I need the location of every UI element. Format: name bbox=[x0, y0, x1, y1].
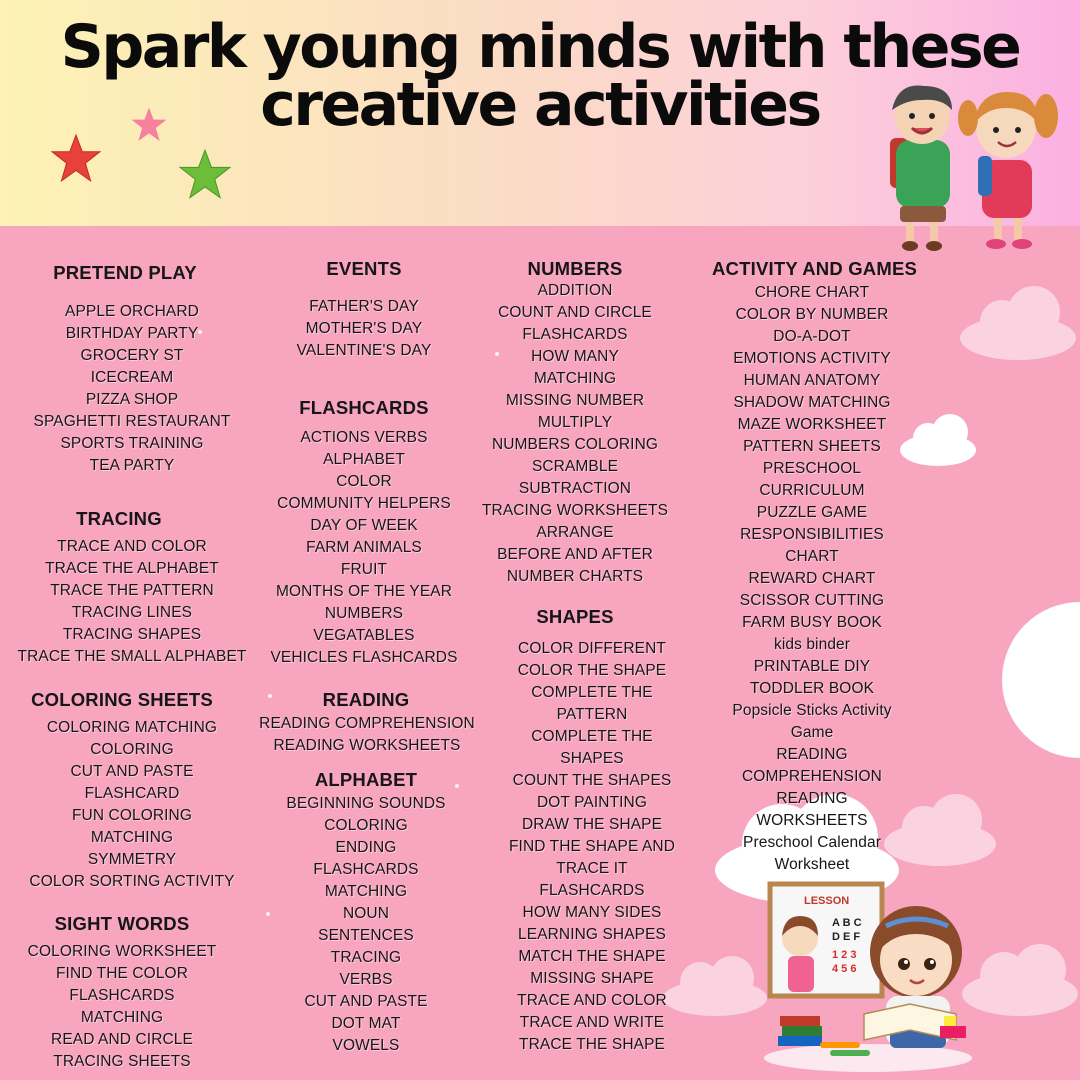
list-item: PATTERN bbox=[556, 706, 628, 723]
cloud-icon bbox=[960, 940, 1080, 1020]
section-heading: COLORING SHEETS bbox=[31, 689, 213, 710]
list-item: SYMMETRY bbox=[87, 851, 177, 868]
section-heading: ACTIVITY AND GAMES bbox=[712, 258, 918, 279]
list-item: SPORTS TRAINING bbox=[60, 435, 204, 452]
list-item: TRACING WORKSHEETS bbox=[481, 502, 669, 519]
list-item: SCISSOR CUTTING bbox=[739, 592, 885, 609]
section-activity-and-games bbox=[712, 257, 926, 876]
section-heading: ALPHABET bbox=[314, 769, 418, 790]
column-3 bbox=[480, 0, 680, 1080]
list-item: COLOR bbox=[336, 473, 392, 490]
list-item: FIND THE SHAPE AND bbox=[508, 838, 676, 855]
list-item: SENTENCES bbox=[318, 927, 414, 944]
title-line-2: creative activities bbox=[260, 70, 820, 140]
list-item: MULTIPLY bbox=[537, 414, 613, 431]
list-item: VEHICLES FLASHCARDS bbox=[270, 649, 458, 666]
list-item: APPLE ORCHARD bbox=[65, 303, 199, 320]
list-item: REWARD CHART bbox=[748, 570, 876, 587]
list-item: ARRANGE bbox=[536, 524, 614, 541]
list-item: TRACING bbox=[330, 949, 402, 966]
list-item: SCRAMBLE bbox=[531, 458, 619, 475]
list-item: DO-A-DOT bbox=[773, 328, 851, 345]
list-item: READING COMPREHENSION bbox=[259, 715, 475, 732]
list-item: LEARNING SHAPES bbox=[518, 926, 666, 943]
list-item: COLOR BY NUMBER bbox=[735, 306, 889, 323]
list-item: COMMUNITY HELPERS bbox=[277, 495, 451, 512]
list-item: FATHER'S DAY bbox=[309, 298, 419, 315]
section-pretend-play bbox=[8, 261, 256, 477]
list-item: FLASHCARDS bbox=[539, 882, 645, 899]
list-item: PRINTABLE DIY bbox=[753, 658, 871, 675]
list-item: FARM BUSY BOOK bbox=[742, 614, 882, 631]
list-item: Worksheet bbox=[774, 856, 850, 873]
list-item: PATTERN SHEETS bbox=[743, 438, 881, 455]
section-heading: SHAPES bbox=[536, 606, 614, 627]
list-item: ICECREAM bbox=[90, 369, 174, 386]
list-item: ALPHABET bbox=[323, 451, 405, 468]
list-item: COLORING WORKSHEET bbox=[27, 943, 217, 960]
list-item: BEGINNING SOUNDS bbox=[286, 795, 446, 812]
list-item: FLASHCARDS bbox=[313, 861, 419, 878]
board-title-text: LESSON bbox=[804, 895, 850, 907]
list-item: TODDLER BOOK bbox=[749, 680, 875, 697]
list-item: MATCHING bbox=[533, 370, 617, 387]
list-item: MATCHING bbox=[90, 829, 174, 846]
list-item: TRACING SHEETS bbox=[53, 1053, 191, 1070]
list-item: VOWELS bbox=[332, 1037, 400, 1054]
svg-text:1 2 3: 1 2 3 bbox=[832, 949, 857, 961]
list-item: Preschool Calendar bbox=[743, 834, 881, 851]
list-item: BIRTHDAY PARTY bbox=[65, 325, 199, 342]
section-numbers bbox=[480, 257, 680, 588]
list-item: TRACE THE ALPHABET bbox=[45, 560, 219, 577]
list-item: CURRICULUM bbox=[759, 482, 865, 499]
list-item: DOT PAINTING bbox=[537, 794, 647, 811]
list-item: TRACE IT bbox=[556, 860, 628, 877]
list-item: ENDING bbox=[335, 839, 397, 856]
title-line-1: Spark young minds with these bbox=[60, 12, 1020, 82]
list-item: COMPLETE THE bbox=[531, 684, 653, 701]
list-item: READ AND CIRCLE bbox=[51, 1031, 193, 1048]
list-item: kids binder bbox=[773, 636, 851, 653]
cloud-icon bbox=[1000, 580, 1080, 780]
list-item: CHORE CHART bbox=[754, 284, 870, 301]
list-item: FLASHCARDS bbox=[69, 987, 175, 1004]
section-coloring-sheets bbox=[8, 688, 256, 893]
list-item: VALENTINE'S DAY bbox=[296, 342, 432, 359]
list-item: COLOR THE SHAPE bbox=[517, 662, 667, 679]
list-item: SUBTRACTION bbox=[518, 480, 632, 497]
list-item: HUMAN ANATOMY bbox=[743, 372, 881, 389]
list-item: CHART bbox=[785, 548, 839, 565]
list-item: RESPONSIBILITIES bbox=[740, 526, 884, 543]
list-item: MATCHING bbox=[324, 883, 408, 900]
column-1 bbox=[8, 0, 256, 1080]
list-item: NUMBERS COLORING bbox=[491, 436, 659, 453]
list-item: MATCH THE SHAPE bbox=[518, 948, 666, 965]
section-heading: READING bbox=[322, 689, 410, 710]
list-item: TRACING SHAPES bbox=[62, 626, 202, 643]
list-item: MATCHING bbox=[80, 1009, 164, 1026]
list-item: COUNT AND CIRCLE bbox=[498, 304, 652, 321]
list-item: SHADOW MATCHING bbox=[733, 394, 891, 411]
list-item: ACTIONS VERBS bbox=[300, 429, 428, 446]
list-item: TRACE THE SMALL ALPHABET bbox=[17, 648, 247, 665]
list-item: MOTHER'S DAY bbox=[305, 320, 423, 337]
list-item: COUNT THE SHAPES bbox=[512, 772, 672, 789]
list-item: MONTHS OF THE YEAR bbox=[275, 583, 453, 600]
list-item: HOW MANY bbox=[531, 348, 619, 365]
list-item: MISSING SHAPE bbox=[530, 970, 654, 987]
list-item: TRACE AND WRITE bbox=[519, 1014, 665, 1031]
list-item: FUN COLORING bbox=[71, 807, 193, 824]
list-item: MAZE WORKSHEET bbox=[737, 416, 887, 433]
list-item: TRACE AND COLOR bbox=[57, 538, 207, 555]
cloud-icon bbox=[958, 282, 1080, 364]
section-alphabet bbox=[250, 768, 478, 1057]
list-item: FLASHCARD bbox=[84, 785, 180, 802]
section-heading: NUMBERS bbox=[527, 258, 623, 279]
list-item: PIZZA SHOP bbox=[85, 391, 179, 408]
list-item: NUMBERS bbox=[324, 605, 404, 622]
list-item: READING bbox=[776, 790, 848, 807]
list-item: FIND THE COLOR bbox=[55, 965, 188, 982]
section-heading: TRACING bbox=[76, 508, 162, 529]
list-item: PRESCHOOL bbox=[762, 460, 862, 477]
list-item: COLORING bbox=[324, 817, 408, 834]
list-item: ADDITION bbox=[537, 282, 613, 299]
section-events bbox=[250, 257, 478, 362]
list-item: Game bbox=[790, 724, 834, 741]
list-item: EMOTIONS ACTIVITY bbox=[733, 350, 891, 367]
list-item: DOT MAT bbox=[331, 1015, 401, 1032]
list-item: GROCERY ST bbox=[80, 347, 184, 364]
section-heading: SIGHT WORDS bbox=[54, 913, 190, 934]
list-item: DAY OF WEEK bbox=[310, 517, 418, 534]
list-item: COMPLETE THE bbox=[531, 728, 653, 745]
svg-text:4 5 6: 4 5 6 bbox=[832, 963, 857, 975]
column-4 bbox=[712, 0, 926, 1080]
list-item: TRACING LINES bbox=[71, 604, 193, 621]
section-heading: FLASHCARDS bbox=[299, 397, 429, 418]
list-item: TRACE THE SHAPE bbox=[519, 1036, 665, 1053]
section-shapes bbox=[480, 605, 680, 1056]
svg-text:D E F: D E F bbox=[832, 931, 861, 943]
list-item: TRACE AND COLOR bbox=[517, 992, 667, 1009]
section-sight-words bbox=[8, 912, 256, 1073]
list-item: VEGATABLES bbox=[313, 627, 415, 644]
list-item: TEA PARTY bbox=[89, 457, 175, 474]
list-item: BEFORE AND AFTER bbox=[497, 546, 653, 563]
list-item: SPAGHETTI RESTAURANT bbox=[33, 413, 231, 430]
section-tracing bbox=[8, 507, 256, 668]
list-item: COLORING bbox=[90, 741, 174, 758]
list-item: NOUN bbox=[342, 905, 390, 922]
list-item: COMPREHENSION bbox=[742, 768, 882, 785]
list-item: READING bbox=[776, 746, 848, 763]
list-item: COLOR SORTING ACTIVITY bbox=[29, 873, 235, 890]
list-item: CUT AND PASTE bbox=[70, 763, 194, 780]
section-reading bbox=[250, 688, 478, 757]
list-item: NUMBER CHARTS bbox=[506, 568, 644, 585]
list-item: HOW MANY SIDES bbox=[522, 904, 662, 921]
list-item: SHAPES bbox=[560, 750, 624, 767]
section-heading: PRETEND PLAY bbox=[53, 262, 197, 283]
list-item: MISSING NUMBER bbox=[505, 392, 645, 409]
list-item: FLASHCARDS bbox=[522, 326, 628, 343]
list-item: PUZZLE GAME bbox=[756, 504, 868, 521]
list-item: FRUIT bbox=[340, 561, 388, 578]
column-2 bbox=[250, 0, 478, 1080]
list-item: Popsicle Sticks Activity bbox=[732, 702, 892, 719]
list-item: TRACE THE PATTERN bbox=[50, 582, 214, 599]
list-item: WORKSHEETS bbox=[756, 812, 868, 829]
list-item: COLOR DIFFERENT bbox=[518, 640, 666, 657]
list-item: READING WORKSHEETS bbox=[273, 737, 461, 754]
list-item: VERBS bbox=[339, 971, 393, 988]
list-item: CUT AND PASTE bbox=[304, 993, 428, 1010]
list-item: FARM ANIMALS bbox=[306, 539, 422, 556]
list-item: COLORING MATCHING bbox=[46, 719, 218, 736]
section-flashcards bbox=[250, 396, 478, 669]
svg-text:A B C: A B C bbox=[832, 917, 862, 929]
section-heading: EVENTS bbox=[326, 258, 402, 279]
list-item: DRAW THE SHAPE bbox=[521, 816, 663, 833]
